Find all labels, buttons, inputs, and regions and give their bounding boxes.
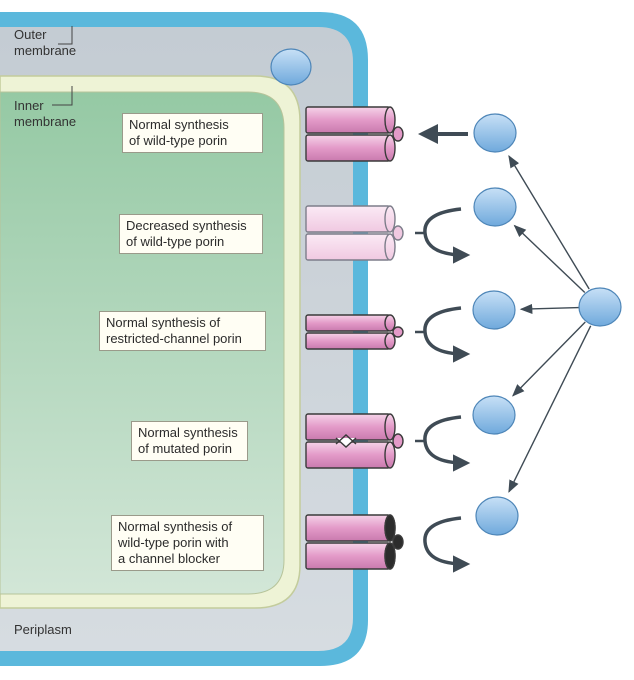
- row-1-line-1: Normal synthesis: [129, 117, 229, 132]
- porin-tube: [306, 315, 390, 331]
- porin-tube: [306, 135, 390, 161]
- channel-blocker: [385, 515, 395, 541]
- antibiotic-molecule-3: [473, 291, 515, 329]
- row-4-line-1: Normal synthesis: [138, 425, 238, 440]
- antibiotic-molecule-1: [474, 114, 516, 152]
- porin-tube: [306, 107, 390, 133]
- porin-channel-mouth: [393, 226, 403, 240]
- row-1-line-2: of wild-type porin: [129, 133, 228, 148]
- deflect-arrow: [425, 209, 465, 255]
- antibiotic-molecule-5: [476, 497, 518, 535]
- porin-tube: [306, 333, 390, 349]
- inner-membrane-label: [14, 98, 76, 130]
- porin-tube: [306, 206, 390, 232]
- porin-tube-end: [385, 442, 395, 468]
- porin-tube: [306, 515, 390, 541]
- antibiotic-molecule-4: [473, 396, 515, 434]
- outer-membrane-label-line1: Outer: [14, 27, 47, 42]
- deflect-arrow: [425, 518, 465, 564]
- periplasm-label: Periplasm: [14, 622, 72, 637]
- row-4-label: [131, 421, 248, 461]
- row-3-label: [99, 311, 266, 351]
- outer-membrane-label: [14, 27, 76, 59]
- row-1-label: [122, 113, 263, 153]
- porin-tube-end: [385, 414, 395, 440]
- porin-tube-end: [385, 234, 395, 260]
- porin-channel-mouth: [393, 434, 403, 448]
- deflect-arrow: [425, 417, 465, 463]
- porin-tube-end: [385, 206, 395, 232]
- diffusion-arrow-5: [509, 326, 591, 492]
- inner-membrane-label-line2: membrane: [14, 114, 77, 129]
- deflect-arrow: [425, 308, 465, 354]
- porin-tube: [306, 543, 390, 569]
- diffusion-arrow-2: [515, 226, 585, 293]
- row-3-line-2: restricted-channel porin: [106, 331, 242, 346]
- row-2-line-2: of wild-type porin: [126, 234, 225, 249]
- porin-tube: [306, 234, 390, 260]
- porin-channel-mouth: [393, 327, 403, 337]
- porin-channel-mouth: [393, 535, 403, 549]
- row-5-line-3: a channel blocker: [118, 551, 220, 566]
- diffusion-arrow-3: [521, 308, 579, 310]
- row-5-line-1: Normal synthesis of: [118, 519, 233, 534]
- diffusion-arrow-1: [509, 156, 589, 289]
- row-2-label: [119, 214, 263, 254]
- periplasm-molecule: [271, 49, 311, 85]
- row-5-line-2: wild-type porin with: [118, 535, 229, 550]
- porin-tube-end: [385, 107, 395, 133]
- source-molecule: [579, 288, 621, 326]
- channel-blocker: [385, 543, 395, 569]
- porin-channel-mouth: [393, 127, 403, 141]
- row-5-label: [111, 515, 264, 571]
- row-2-line-1: Decreased synthesis: [126, 218, 247, 233]
- row-3-line-1: Normal synthesis of: [106, 315, 221, 330]
- outer-membrane-label-line2: membrane: [14, 43, 77, 58]
- antibiotic-molecule-2: [474, 188, 516, 226]
- row-4-line-2: of mutated porin: [138, 441, 232, 456]
- porin-tube-end: [385, 135, 395, 161]
- inner-membrane-label-line1: Inner: [14, 98, 44, 113]
